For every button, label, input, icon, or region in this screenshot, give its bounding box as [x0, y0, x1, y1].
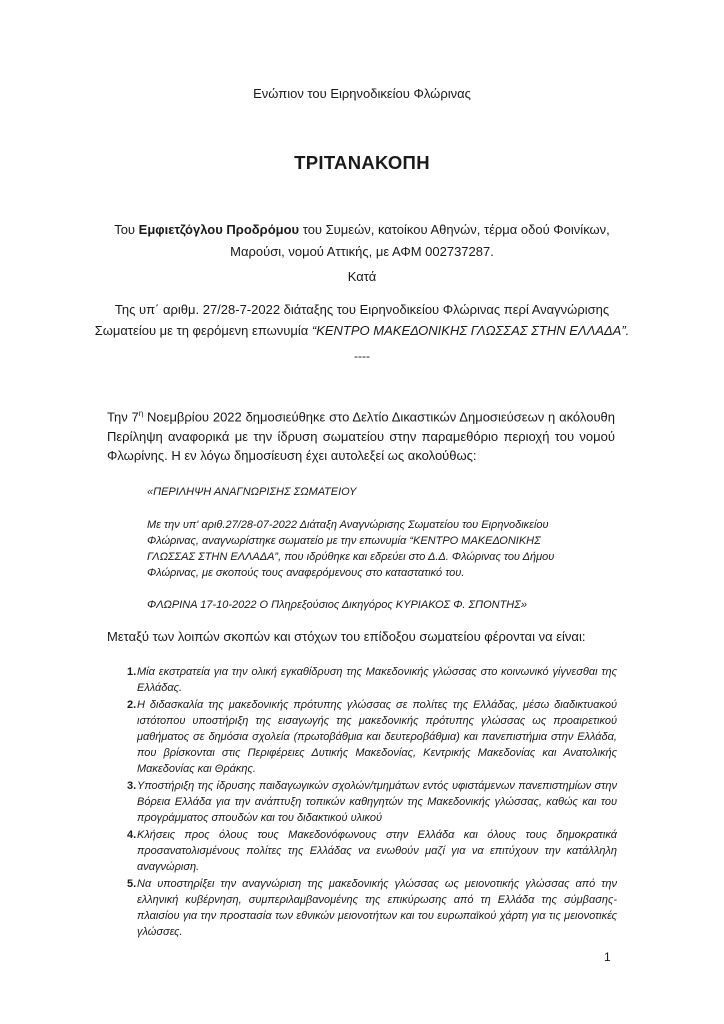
page-number: 1 [604, 950, 611, 964]
party-line-1 [0, 219, 724, 241]
intro-part-2: Νοεμβρίου 2022 δημοσιεύθηκε στο Δελτίο Δικαστικών Δημοσιεύσεων η ακόλουθη Περίληψη αναφορικά με την ίδρυση σωματείου στην παραμεθόριο περιοχή του νομού Φλωρίνης. Η εν λόγω δημοσίευση έχει αυτολεξεί ως ακολούθως: [107, 409, 616, 464]
list-item-number: 4. [127, 829, 137, 841]
list-item-text: Η διδασκαλία της μακεδονικής πρότυπης γλώσσας σε πολίτες της Ελλάδας, μέσω διαδικτυακού ιστότοπου υποστήριξη της εισαγωγής της μακεδονικής πρότυπης γλώσσας ως προαιρετικού μαθήματος σε δημόσια σχολεία (πρωτοβάθμια και δευτεροβάθμια) και πανεπιστήμια στην Ελλάδα, που βρίσκονται στις Περιφέρειες Δυτικής Μακεδονίας, Κεντρικής Μακεδονίας και Ανατολικής Μακεδονίας και Θράκης. [137, 699, 617, 775]
against-line-2 [0, 320, 724, 341]
intro-part-1: Την 7 [107, 409, 139, 425]
list-item-text: Μία εκστρατεία για την ολική εγκαθίδρυση της Μακεδονικής γλώσσας στο κοινωνικό γίγνεσθαι της Ελλάδας. [137, 666, 617, 694]
association-name: “ΚΕΝΤΡΟ ΜΑΚΕΔΟΝΙΚΗΣ ΓΛΩΣΣΑΣ ΣΤΗΝ ΕΛΛΑΔΑ”. [311, 323, 630, 338]
list-item [107, 664, 617, 696]
party-line-2: Μαρούσι, νομού Αττικής, με ΑΦΜ 002737287. [230, 244, 494, 259]
against-block [0, 299, 724, 341]
list-item-number: 2. [127, 699, 137, 711]
party-details: του Συμεών, κατοίκου Αθηνών, τέρμα οδού Φοινίκων, [299, 222, 610, 237]
list-item [107, 778, 617, 826]
quote-heading: «ΠΕΡΙΛΗΨΗ ΑΝΑΓΝΩΡΙΣΗΣ ΣΩΜΑΤΕΙΟΥ [147, 486, 357, 498]
separator: ---- [354, 349, 370, 363]
quote-body: Με την υπ' αριθ.27/28-07-2022 Διάταξη Αναγνώρισης Σωματείου του Ειρηνοδικείου Φλώρινας, αναγνωρίστηκε σωματείο με την επωνυμία “ΚΕΝΤΡΟ ΜΑΚΕΔΟΝΙΚΗΣ ΓΛΩΣΣΑΣ ΣΤΗΝ ΕΛΛΑΔΑ”, που ιδρύθηκε και εδρεύει στο Δ.Δ. Φλώρινας του Δήμου Φλώρινας, με σκοπούς τους αναφερόμενους στο καταστατικό του. [147, 519, 555, 579]
list-item [107, 876, 617, 940]
intro-superscript: η [138, 409, 144, 418]
list-item-text: Κλήσεις προς όλους τους Μακεδονόφωνους στην Ελλάδα και όλους τους δημοκρατικά προσανατολισμένους πολίτες της Ελλάδας να ενωθούν μαζί για να επιτύχουν την κατάλληλη αναγνώριση. [137, 829, 617, 873]
list-item-text: Υποστήριξη της ίδρυσης παιδαγωγικών σχολών/τμημάτων εντός υφιστάμενων πανεπιστημίων στην Βόρεια Ελλάδα για την ανάπτυξη τοπικών καθηγητών της Μακεδονικής γλώσσας, καθώς και του προγράμματος σπουδών και του διδακτικού υλικού [137, 780, 617, 824]
goals-list [107, 664, 617, 941]
list-item [107, 697, 617, 777]
list-item-number: 3. [127, 780, 137, 792]
party-prefix: Του [114, 222, 139, 237]
list-item [107, 827, 617, 875]
court-heading: Ενώπιον του Ειρηνοδικείου Φλώρινας [253, 86, 471, 101]
list-item-text: Να υποστηρίξει την αναγνώριση της μακεδονικής γλώσσας ως μειονοτικής γλώσσας από την ελληνική κυβέρνηση, συμπεριλαμβανομένης της επικύρωσης από τη Ελλάδα της σύμβασης-πλαισίου για την προστασία των εθνικών μειονοτήτων και του ευρωπαϊκού χάρτη για τις μειονοτικές γλώσσες. [137, 878, 617, 938]
party-name: Εμφιετζόγλου Προδρόμου [138, 222, 300, 237]
list-item-number: 5. [127, 878, 137, 890]
against-label: Κατά [347, 269, 377, 284]
quote-signature: ΦΛΩΡΙΝΑ 17-10-2022 Ο Πληρεξούσιος Δικηγόρος ΚΥΡΙΑΚΟΣ Φ. ΣΠΟΝΤΗΣ» [147, 599, 527, 611]
against-line-2-text: Σωματείου με τη φερόμενη επωνυμία [94, 323, 312, 338]
document-title: ΤΡΙΤΑΝΑΚΟΠΗ [294, 152, 430, 173]
list-item-number: 1. [127, 666, 137, 678]
party-block [0, 219, 724, 263]
goals-intro: Μεταξύ των λοιπών σκοπών και στόχων του επίδοξου σωματείου φέρονται να είναι: [107, 629, 586, 644]
intro-paragraph [107, 404, 615, 466]
against-line-1: Της υπ΄ αριθμ. 27/28-7-2022 διάταξης του Ειρηνοδικείου Φλώρινας περί Αναγνώρισης [114, 302, 610, 317]
